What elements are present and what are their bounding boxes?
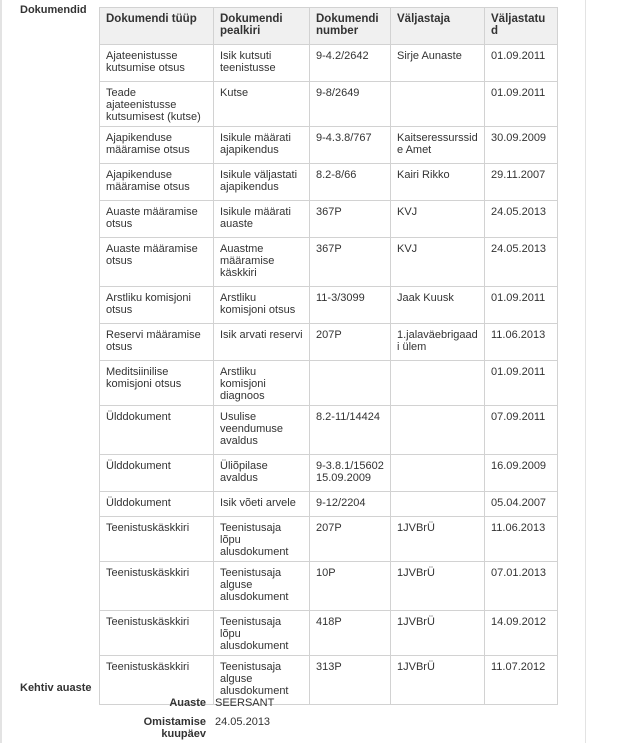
table-row xyxy=(100,324,558,361)
cell-document-title: Isikule määrati auaste xyxy=(214,201,310,238)
header-issuer: Väljastaja xyxy=(391,8,485,45)
cell-issuer: 1JVBrÜ xyxy=(391,517,485,562)
rank-value: SEERSANT xyxy=(215,697,275,709)
cell-issuer xyxy=(391,455,485,492)
cell-issuer: 1JVBrÜ xyxy=(391,611,485,656)
cell-issuer: 1.jalaväebrigaadi ülem xyxy=(391,324,485,361)
cell-document-title: Usulise veendumuse avaldus xyxy=(214,406,310,455)
header-document-type: Dokumendi tüüp xyxy=(100,8,214,45)
header-document-number: Dokumendi number xyxy=(310,8,391,45)
cell-document-number: 367P xyxy=(310,238,391,287)
table-row xyxy=(100,82,558,127)
cell-issued-date: 24.05.2013 xyxy=(485,201,558,238)
table-row xyxy=(100,127,558,164)
cell-issuer xyxy=(391,492,485,517)
table-row xyxy=(100,455,558,492)
cell-issuer: Kaitseressursside Amet xyxy=(391,127,485,164)
documents-table xyxy=(99,7,558,705)
cell-document-type: Teenistuskäskkiri xyxy=(100,562,214,611)
table-row xyxy=(100,406,558,455)
cell-document-type: Auaste määramise otsus xyxy=(100,238,214,287)
cell-document-type: Ülddokument xyxy=(100,455,214,492)
cell-document-title: Üliõpilase avaldus xyxy=(214,455,310,492)
header-issued-date: Väljastatud xyxy=(485,8,558,45)
cell-issuer xyxy=(391,361,485,406)
cell-document-title: Arstliku komisjoni diagnoos xyxy=(214,361,310,406)
cell-document-number: 313P xyxy=(310,656,391,705)
header-document-title: Dokumendi pealkiri xyxy=(214,8,310,45)
right-divider xyxy=(585,0,586,743)
cell-document-type: Teenistuskäskkiri xyxy=(100,517,214,562)
cell-document-title: Teenistusaja alguse alusdokument xyxy=(214,562,310,611)
cell-document-number: 8.2-8/66 xyxy=(310,164,391,201)
table-row xyxy=(100,45,558,82)
cell-issued-date: 29.11.2007 xyxy=(485,164,558,201)
cell-issuer: Jaak Kuusk xyxy=(391,287,485,324)
cell-document-number: 207P xyxy=(310,324,391,361)
table-row xyxy=(100,562,558,611)
cell-issued-date: 11.07.2012 xyxy=(485,656,558,705)
cell-issuer: 1JVBrÜ xyxy=(391,562,485,611)
table-row xyxy=(100,492,558,517)
cell-issued-date: 30.09.2009 xyxy=(485,127,558,164)
assignment-date-value: 24.05.2013 xyxy=(215,716,271,728)
cell-issued-date: 07.01.2013 xyxy=(485,562,558,611)
current-rank-section-title: Kehtiv auaste xyxy=(20,682,92,694)
cell-document-number: 10P xyxy=(310,562,391,611)
cell-document-number: 9-12/2204 xyxy=(310,492,391,517)
cell-issued-date: 11.06.2013 xyxy=(485,517,558,562)
cell-issuer: KVJ xyxy=(391,201,485,238)
cell-document-number: 9-3.8.1/15602 15.09.2009 xyxy=(310,455,391,492)
cell-issuer xyxy=(391,82,485,127)
cell-document-number: 207P xyxy=(310,517,391,562)
table-header-row xyxy=(100,8,558,45)
cell-issued-date: 01.09.2011 xyxy=(485,361,558,406)
cell-document-number: 418P xyxy=(310,611,391,656)
cell-document-title: Teenistusaja lõpu alusdokument xyxy=(214,611,310,656)
cell-document-title: Teenistusaja alguse alusdokument xyxy=(214,656,310,705)
cell-issuer xyxy=(391,406,485,455)
cell-document-type: Teenistuskäskkiri xyxy=(100,656,214,705)
cell-document-type: Ülddokument xyxy=(100,406,214,455)
cell-document-type: Ajapikenduse määramise otsus xyxy=(100,164,214,201)
table-row xyxy=(100,164,558,201)
cell-issued-date: 14.09.2012 xyxy=(485,611,558,656)
cell-document-number: 9-4.3.8/767 xyxy=(310,127,391,164)
cell-document-title: Isik kutsuti teenistusse xyxy=(214,45,310,82)
cell-document-type: Ülddokument xyxy=(100,492,214,517)
cell-issued-date: 01.09.2011 xyxy=(485,287,558,324)
documents-table-body xyxy=(100,45,558,705)
cell-issued-date: 11.06.2013 xyxy=(485,324,558,361)
cell-document-title: Teenistusaja lõpu alusdokument xyxy=(214,517,310,562)
cell-issued-date: 07.09.2011 xyxy=(485,406,558,455)
cell-document-type: Meditsiinilise komisjoni otsus xyxy=(100,361,214,406)
cell-document-type: Auaste määramise otsus xyxy=(100,201,214,238)
table-row xyxy=(100,238,558,287)
cell-document-type: Ajateenistusse kutsumise otsus xyxy=(100,45,214,82)
cell-document-type: Teade ajateenistusse kutsumisest (kutse) xyxy=(100,82,214,127)
rank-label: Auaste xyxy=(169,697,206,709)
cell-document-title: Isik arvati reservi xyxy=(214,324,310,361)
cell-issued-date: 24.05.2013 xyxy=(485,238,558,287)
cell-issued-date: 16.09.2009 xyxy=(485,455,558,492)
table-row xyxy=(100,517,558,562)
cell-document-number xyxy=(310,361,391,406)
cell-document-number: 8.2-11/14424 xyxy=(310,406,391,455)
cell-document-title: Auastme määramise käskkiri xyxy=(214,238,310,287)
cell-document-type: Ajapikenduse määramise otsus xyxy=(100,127,214,164)
table-row xyxy=(100,361,558,406)
cell-document-number: 9-4.2/2642 xyxy=(310,45,391,82)
table-row xyxy=(100,656,558,705)
cell-document-type: Arstliku komisjoni otsus xyxy=(100,287,214,324)
assignment-date-label: Omistamise kuupäev xyxy=(143,716,206,740)
cell-issued-date: 05.04.2007 xyxy=(485,492,558,517)
cell-document-title: Isik võeti arvele xyxy=(214,492,310,517)
cell-issuer: Sirje Aunaste xyxy=(391,45,485,82)
cell-document-number: 9-8/2649 xyxy=(310,82,391,127)
cell-document-title: Isikule määrati ajapikendus xyxy=(214,127,310,164)
documents-section-title: Dokumendid xyxy=(20,4,87,16)
cell-issued-date: 01.09.2011 xyxy=(485,82,558,127)
left-divider xyxy=(0,0,2,743)
cell-issued-date: 01.09.2011 xyxy=(485,45,558,82)
table-row xyxy=(100,201,558,238)
cell-issuer: Kairi Rikko xyxy=(391,164,485,201)
cell-document-number: 11-3/3099 xyxy=(310,287,391,324)
table-row xyxy=(100,287,558,324)
cell-document-number: 367P xyxy=(310,201,391,238)
cell-issuer: 1JVBrÜ xyxy=(391,656,485,705)
cell-issuer: KVJ xyxy=(391,238,485,287)
cell-document-type: Reservi määramise otsus xyxy=(100,324,214,361)
table-row xyxy=(100,611,558,656)
cell-document-type: Teenistuskäskkiri xyxy=(100,611,214,656)
cell-document-title: Kutse xyxy=(214,82,310,127)
cell-document-title: Arstliku komisjoni otsus xyxy=(214,287,310,324)
cell-document-title: Isikule väljastati ajapikendus xyxy=(214,164,310,201)
